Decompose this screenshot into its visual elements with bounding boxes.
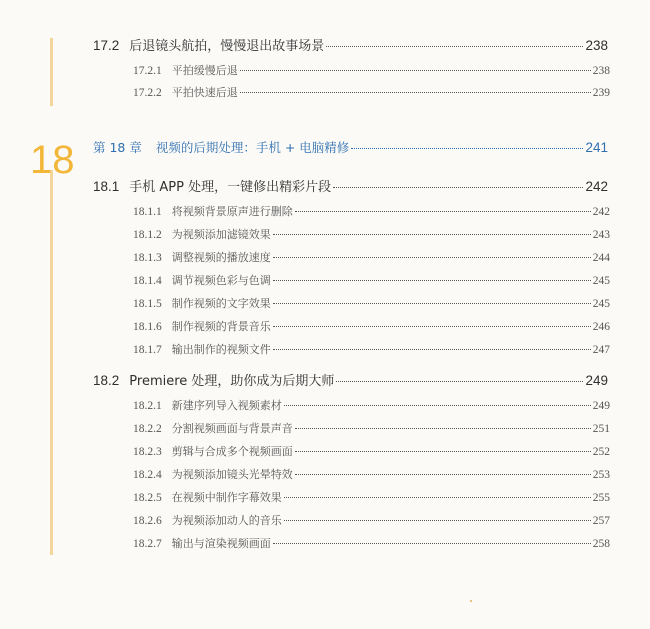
toc-section-17-2[interactable] bbox=[93, 35, 608, 54]
toc-subsection-17-2-1[interactable] bbox=[133, 62, 610, 78]
toc-subsection-18-2-3[interactable] bbox=[133, 443, 610, 459]
subsection-title: 在视频中制作字幕效果 bbox=[171, 491, 282, 504]
leader-dots bbox=[273, 257, 591, 258]
toc-subsection-18-2-7[interactable] bbox=[133, 535, 610, 551]
leader-dots bbox=[284, 520, 591, 521]
subsection-title: 调整视频的播放速度 bbox=[171, 251, 271, 264]
section-title: Premiere 处理，助你成为后期大师 bbox=[129, 374, 335, 389]
page-number: 255 bbox=[592, 492, 610, 504]
toc-subsection-17-2-2[interactable] bbox=[133, 84, 610, 100]
leader-dots bbox=[273, 234, 591, 235]
toc-subsection-18-2-4[interactable] bbox=[133, 466, 610, 482]
leader-dots bbox=[273, 303, 591, 304]
toc-subsection-18-1-1[interactable] bbox=[133, 203, 610, 219]
page-number: 243 bbox=[592, 229, 610, 241]
leader-dots bbox=[273, 543, 591, 544]
subsection-number: 18.1.5 bbox=[133, 298, 162, 310]
subsection-number: 18.1.4 bbox=[133, 275, 162, 287]
leader-dots bbox=[295, 474, 591, 475]
subsection-title: 平拍缓慢后退 bbox=[171, 64, 238, 77]
page-number: 239 bbox=[592, 87, 610, 99]
toc-subsection-18-1-2[interactable] bbox=[133, 226, 610, 242]
subsection-title: 将视频背景原声进行删除 bbox=[171, 205, 293, 218]
subsection-number: 17.2.1 bbox=[133, 65, 162, 77]
page-number: 238 bbox=[585, 38, 608, 53]
chapter-number-badge: 18 bbox=[30, 138, 75, 182]
subsection-title: 制作视频的背景音乐 bbox=[171, 320, 271, 333]
leader-dots bbox=[295, 428, 591, 429]
subsection-number: 18.2.5 bbox=[133, 492, 162, 504]
subsection-number: 18.2.2 bbox=[133, 423, 162, 435]
subsection-title: 为视频添加动人的音乐 bbox=[171, 514, 282, 527]
subsection-number: 18.2.1 bbox=[133, 400, 162, 412]
leader-dots bbox=[273, 349, 591, 350]
page-number: 258 bbox=[592, 538, 610, 550]
page-number: 241 bbox=[585, 140, 608, 155]
margin-rule-top bbox=[50, 38, 53, 106]
leader-dots bbox=[326, 46, 583, 47]
toc-section-18-2[interactable] bbox=[93, 370, 608, 389]
subsection-number: 18.2.3 bbox=[133, 446, 162, 458]
leader-dots bbox=[295, 451, 591, 452]
chapter-label: 第 18 章 bbox=[93, 140, 142, 155]
leader-dots bbox=[295, 211, 591, 212]
subsection-title: 制作视频的文字效果 bbox=[171, 297, 271, 310]
toc-subsection-18-1-6[interactable] bbox=[133, 318, 610, 334]
subsection-title: 平拍快速后退 bbox=[171, 86, 238, 99]
leader-dots bbox=[284, 497, 591, 498]
leader-dots bbox=[284, 405, 591, 406]
subsection-number: 18.1.1 bbox=[133, 206, 162, 218]
page-number: 251 bbox=[592, 423, 610, 435]
subsection-title: 为视频添加滤镜效果 bbox=[171, 228, 271, 241]
toc-subsection-18-2-2[interactable] bbox=[133, 420, 610, 436]
subsection-title: 为视频添加镜头光晕特效 bbox=[171, 468, 293, 481]
toc-subsection-18-1-7[interactable] bbox=[133, 341, 610, 357]
leader-dots bbox=[273, 280, 591, 281]
leader-dots bbox=[336, 381, 583, 382]
toc-subsection-18-1-3[interactable] bbox=[133, 249, 610, 265]
page-number: 252 bbox=[592, 446, 610, 458]
margin-rule-bottom bbox=[50, 170, 53, 555]
subsection-number: 17.2.2 bbox=[133, 87, 162, 99]
page-number: 249 bbox=[585, 373, 608, 388]
subsection-number: 18.1.3 bbox=[133, 252, 162, 264]
page-number: 245 bbox=[592, 298, 610, 310]
page-number: 238 bbox=[592, 65, 610, 77]
page-number: 253 bbox=[592, 469, 610, 481]
subsection-title: 输出制作的视频文件 bbox=[171, 343, 271, 356]
page-number: 245 bbox=[592, 275, 610, 287]
subsection-title: 剪辑与合成多个视频画面 bbox=[171, 445, 293, 458]
toc-section-18-1[interactable] bbox=[93, 176, 608, 195]
page-number: 249 bbox=[592, 400, 610, 412]
subsection-number: 18.1.2 bbox=[133, 229, 162, 241]
section-number: 18.1 bbox=[93, 179, 120, 194]
chapter-title: 视频的后期处理：手机 + 电脑精修 bbox=[155, 140, 350, 155]
toc-subsection-18-2-6[interactable] bbox=[133, 512, 610, 528]
leader-dots bbox=[333, 187, 583, 188]
toc-subsection-18-2-1[interactable] bbox=[133, 397, 610, 413]
subsection-number: 18.2.4 bbox=[133, 469, 162, 481]
page-number: 247 bbox=[592, 344, 610, 356]
subsection-title: 新建序列导入视频素材 bbox=[171, 399, 282, 412]
page-number: 257 bbox=[592, 515, 610, 527]
subsection-number: 18.2.7 bbox=[133, 538, 162, 550]
page-number: 242 bbox=[592, 206, 610, 218]
toc-subsection-18-1-4[interactable] bbox=[133, 272, 610, 288]
subsection-number: 18.1.6 bbox=[133, 321, 162, 333]
toc-subsection-18-1-5[interactable] bbox=[133, 295, 610, 311]
subsection-title: 调节视频色彩与色调 bbox=[171, 274, 271, 287]
page-number: 244 bbox=[592, 252, 610, 264]
subsection-title: 输出与渲染视频画面 bbox=[171, 537, 271, 550]
toc-chapter-18[interactable] bbox=[93, 138, 608, 156]
section-number: 17.2 bbox=[93, 38, 120, 53]
page-number: 246 bbox=[592, 321, 610, 333]
section-number: 18.2 bbox=[93, 373, 120, 388]
leader-dots bbox=[351, 148, 583, 149]
leader-dots bbox=[273, 326, 591, 327]
subsection-number: 18.1.7 bbox=[133, 344, 162, 356]
subsection-title: 分割视频画面与背景声音 bbox=[171, 422, 293, 435]
subsection-number: 18.2.6 bbox=[133, 515, 162, 527]
leader-dots bbox=[240, 92, 591, 93]
print-speck bbox=[470, 600, 472, 602]
leader-dots bbox=[240, 70, 591, 71]
page-number: 242 bbox=[585, 179, 608, 194]
section-title: 后退镜头航拍，慢慢退出故事场景 bbox=[129, 39, 325, 54]
section-title: 手机 APP 处理，一键修出精彩片段 bbox=[129, 180, 332, 195]
toc-subsection-18-2-5[interactable] bbox=[133, 489, 610, 505]
